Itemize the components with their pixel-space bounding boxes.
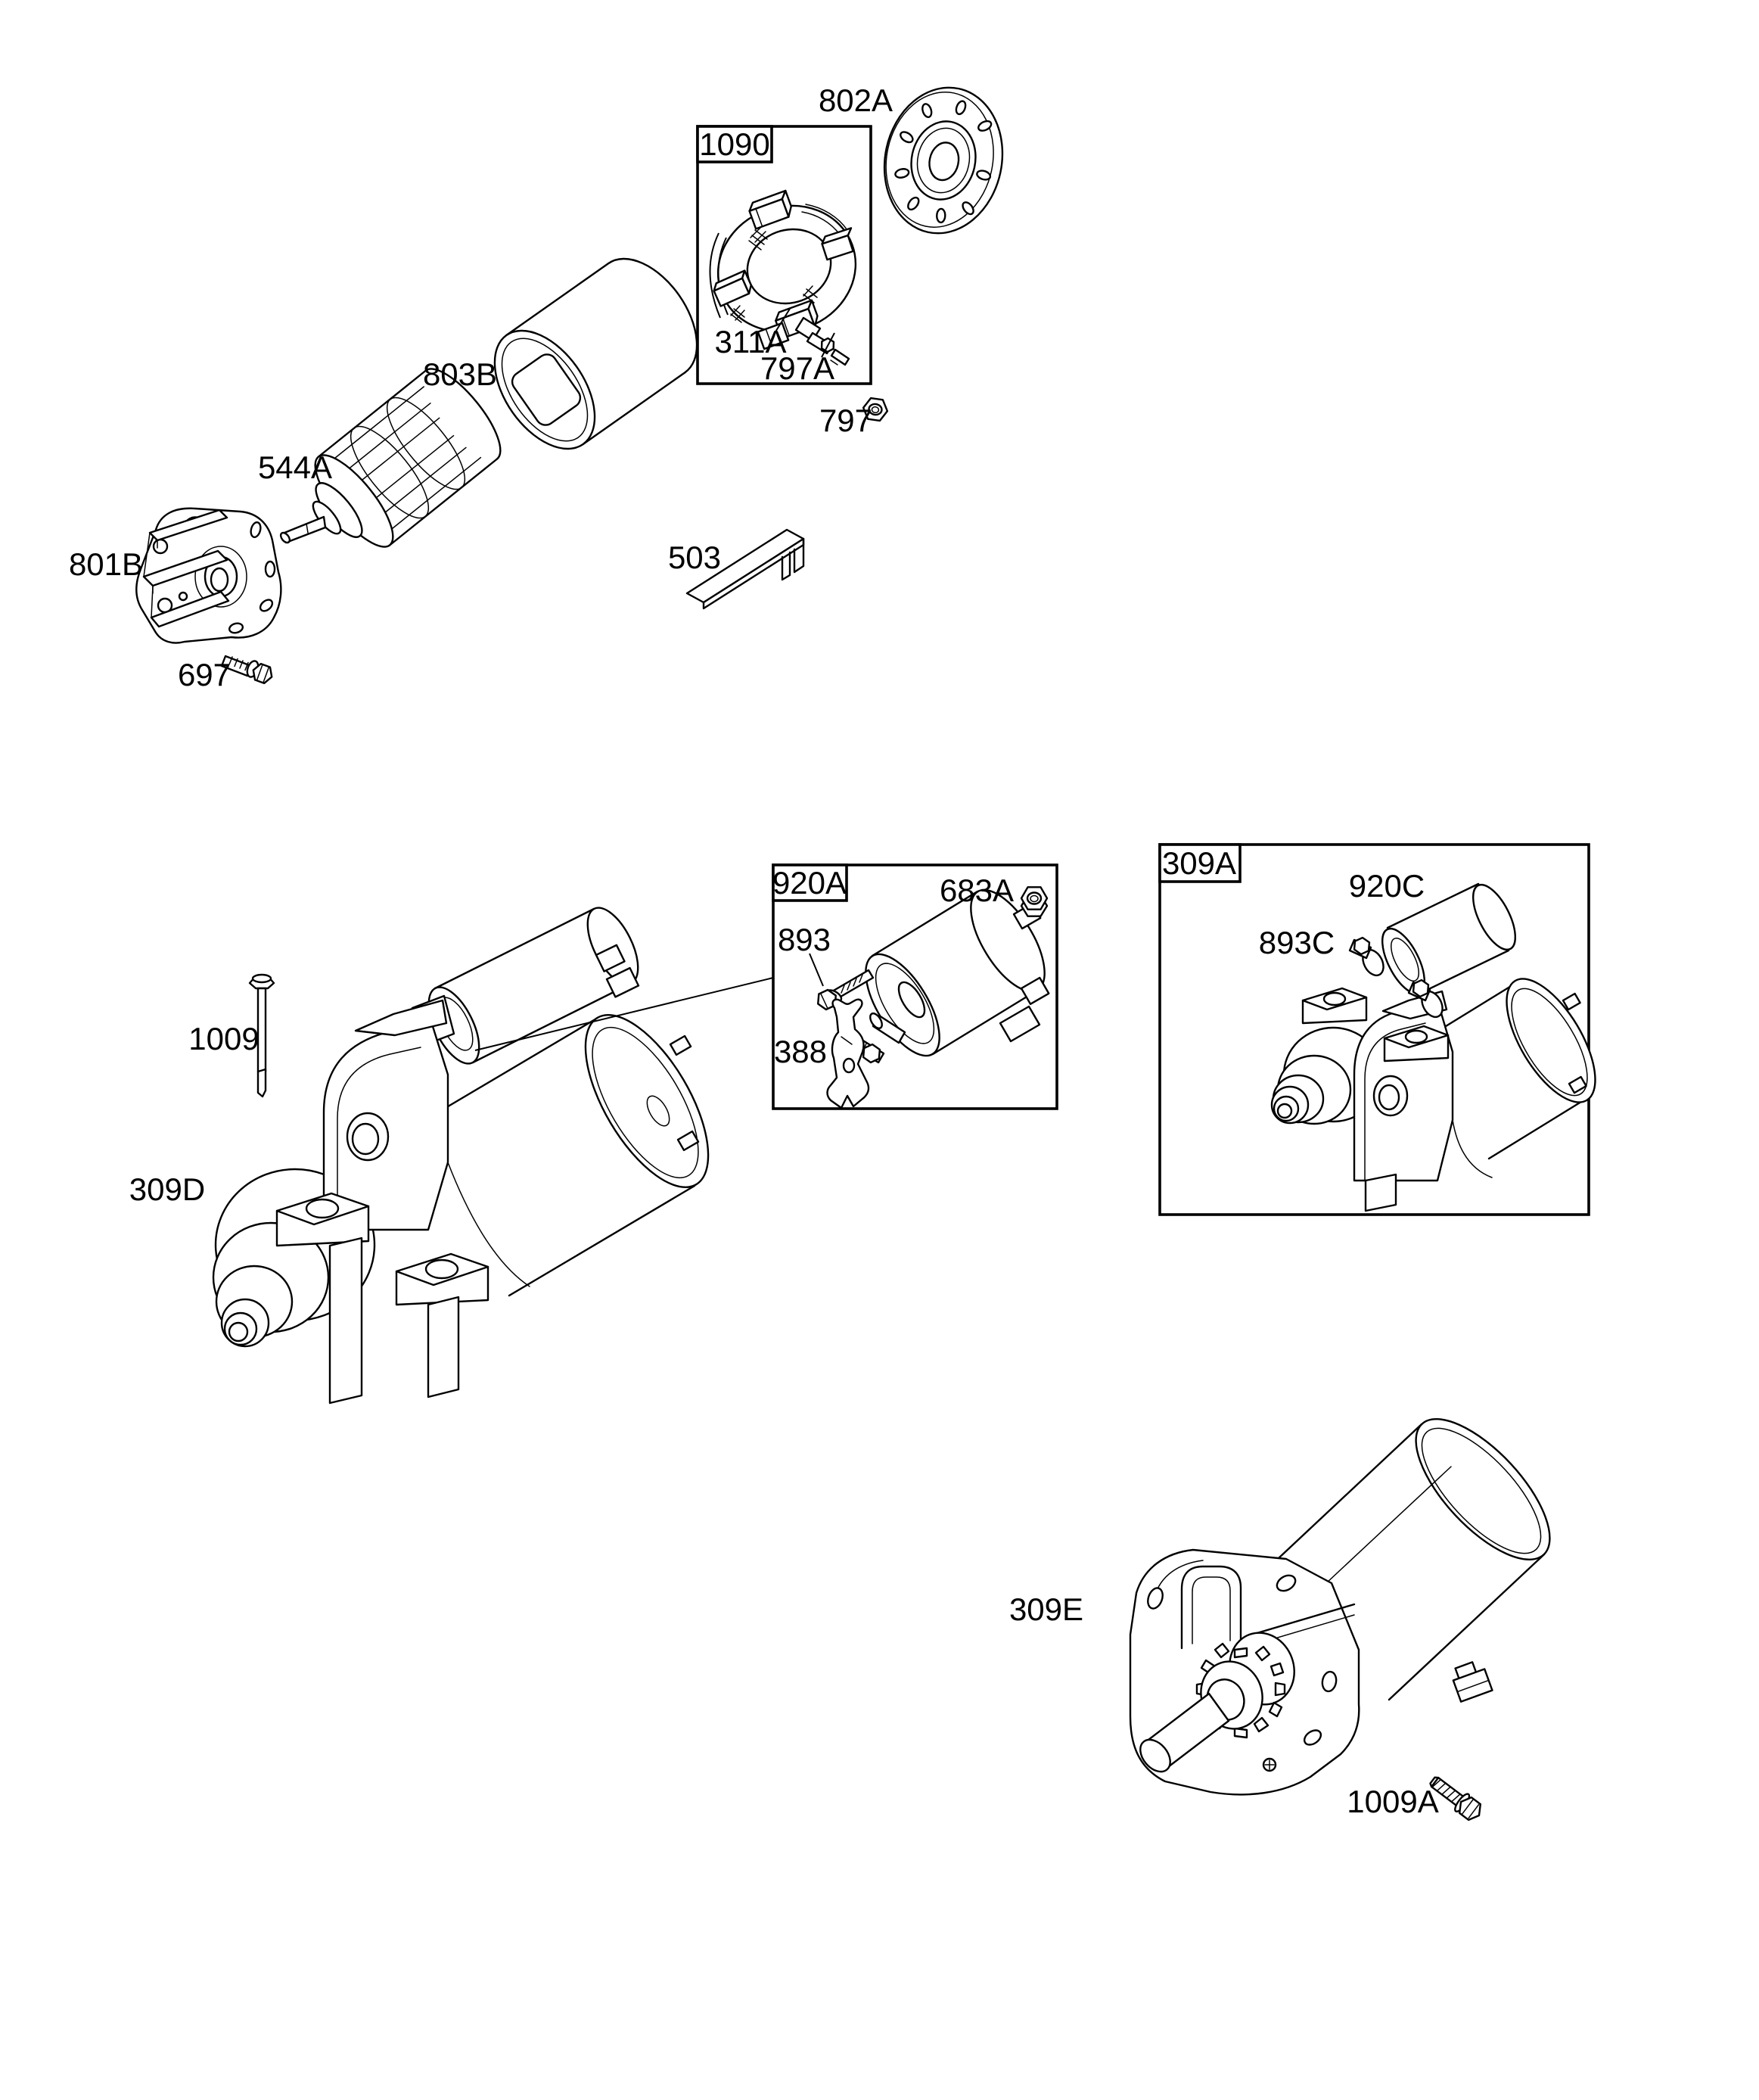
- flange-screw: [1263, 1759, 1276, 1771]
- callout-797: 797: [819, 403, 873, 438]
- callout-1009a: 1009A: [1347, 1784, 1439, 1819]
- callout-893: 893: [777, 922, 831, 957]
- callout-797a: 797A: [760, 350, 835, 386]
- part-683a-nut: [1021, 887, 1047, 916]
- callout-920a: 920A: [772, 865, 847, 901]
- part-803b-housing-sleeve: [474, 241, 717, 467]
- part-309e-starter-motor: [1130, 1398, 1571, 1795]
- armature-shaft: [279, 517, 325, 544]
- callout-803b: 803B: [422, 356, 498, 392]
- 309d-bracket-tower: [324, 1000, 448, 1230]
- callout-544a: 544A: [257, 450, 333, 485]
- callout-802a: 802A: [818, 82, 893, 118]
- part-388-fork: [828, 1000, 869, 1108]
- detail-box-920a: [773, 865, 1059, 1109]
- callout-1009: 1009: [188, 1021, 259, 1056]
- callout-309a: 309A: [1161, 845, 1237, 881]
- callout-893c: 893C: [1258, 925, 1335, 960]
- callout-388: 388: [773, 1034, 828, 1069]
- callout-801b: 801B: [68, 546, 144, 582]
- callout-311a: 311A: [714, 324, 787, 359]
- callout-697: 697: [177, 657, 232, 692]
- callout-1090: 1090: [699, 126, 770, 162]
- callout-309d: 309D: [129, 1171, 206, 1207]
- part-802a-end-cap-plate: [872, 76, 1016, 244]
- callout-683a: 683A: [939, 873, 1015, 908]
- callout-503: 503: [667, 540, 722, 575]
- part-309d-starter-motor: [213, 901, 732, 1403]
- callout-920c: 920C: [1348, 868, 1425, 904]
- part-801b-end-plate: [136, 509, 281, 643]
- callout-309e: 309E: [1008, 1591, 1084, 1627]
- leader-893: [810, 954, 823, 986]
